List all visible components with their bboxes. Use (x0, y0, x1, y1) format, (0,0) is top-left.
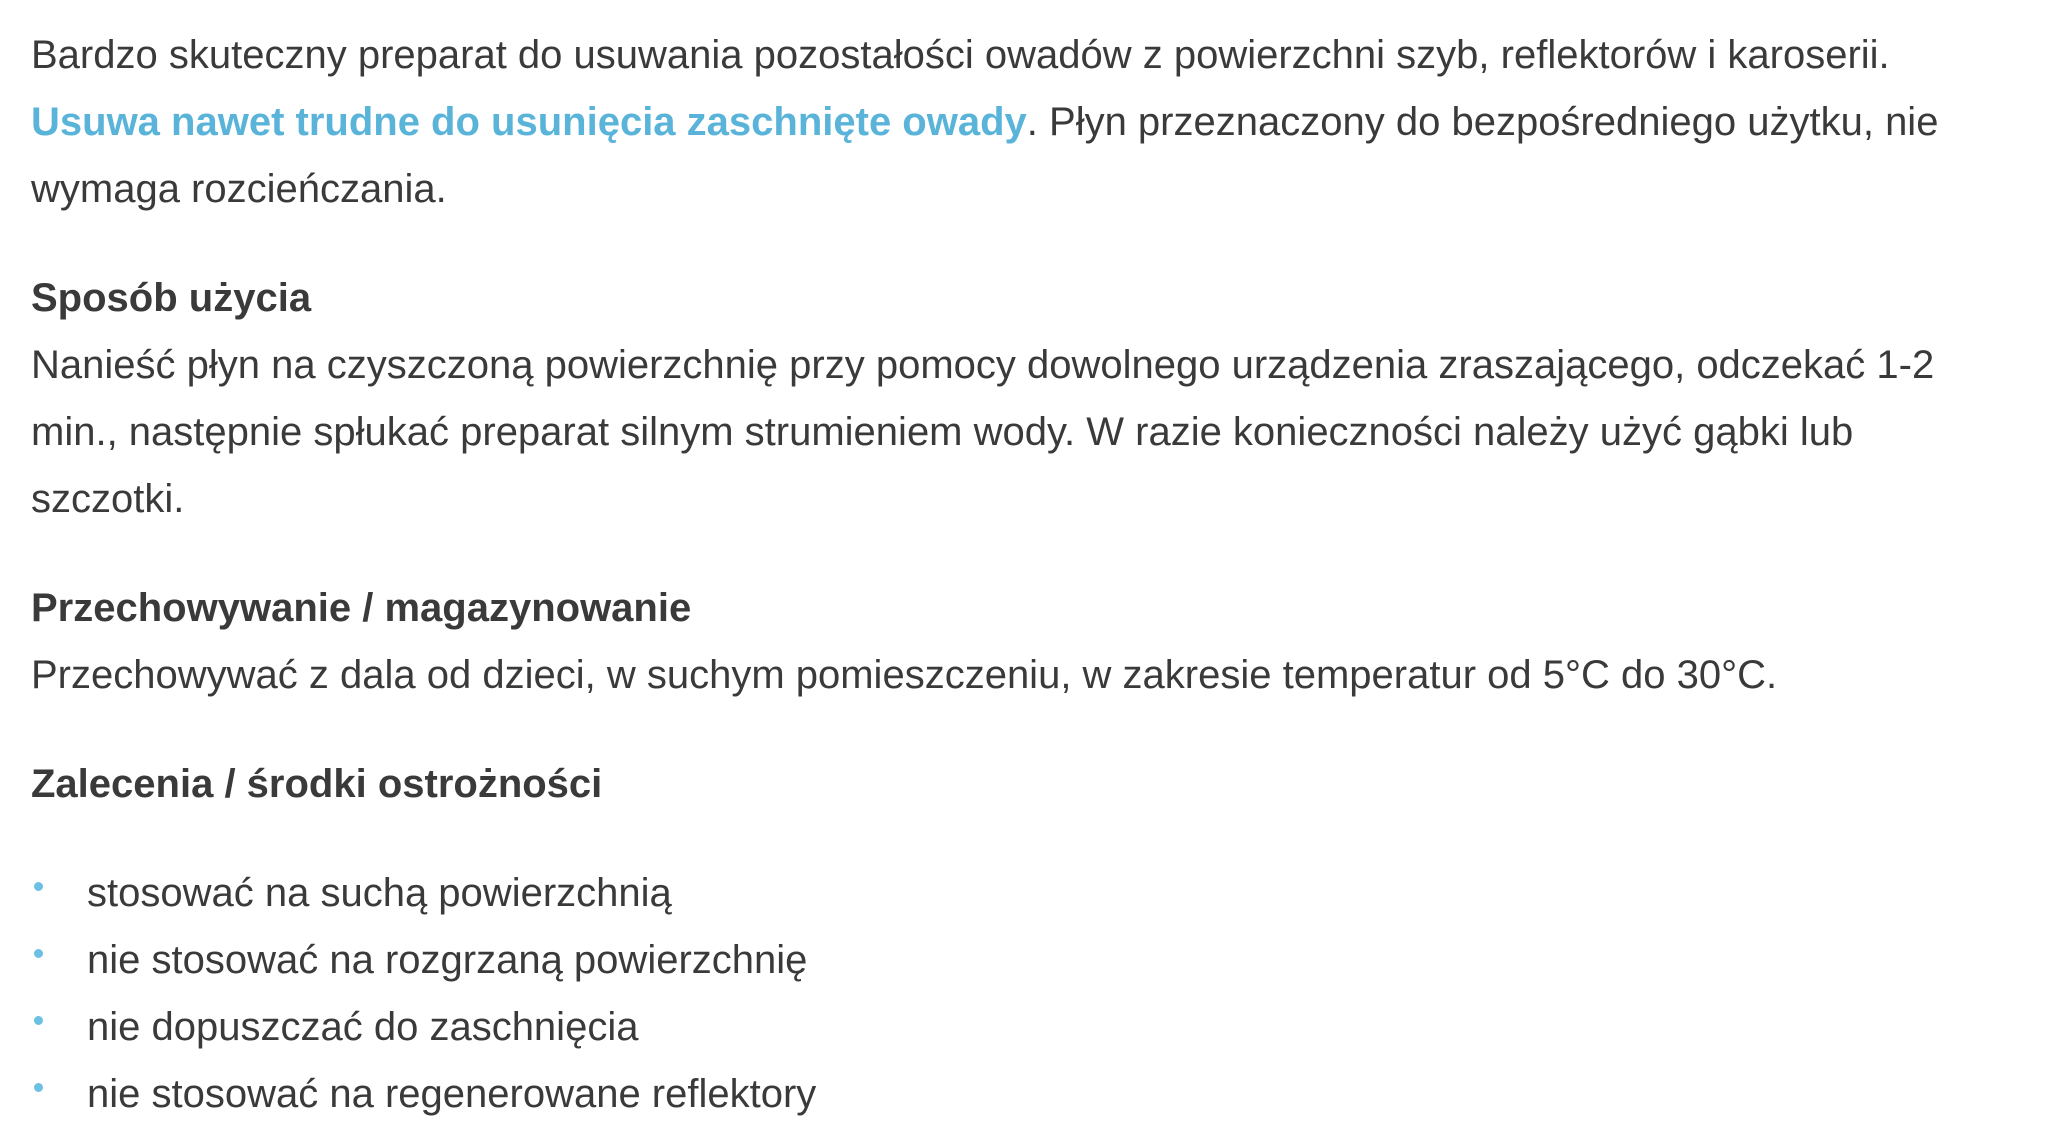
bullet-icon (34, 1016, 43, 1025)
list-item-text: stosować na suchą powierzchnią (87, 871, 672, 915)
intro-text-end: . Płyn przeznaczony do bezpośredniego użytku, nie wymaga rozcieńczania. (31, 100, 1939, 211)
usage-text: Nanieść płyn na czyszczoną powierzchnię przy pomocy dowolnego urządzenia zraszającego, odczekać 1-2 min., następnie spłukać preparat silnym strumieniem wody. W razie konieczności należy użyć gąbki lub szczotki. (31, 343, 1935, 521)
list-item (31, 927, 2000, 994)
usage-section (31, 265, 2000, 533)
list-item (31, 860, 2000, 927)
usage-heading: Sposób użycia (31, 276, 312, 320)
list-item (31, 994, 2000, 1061)
precautions-heading: Zalecenia / środki ostrożności (31, 762, 603, 806)
storage-section (31, 575, 2000, 709)
list-item-text: nie dopuszczać do zaschnięcia (87, 1005, 639, 1049)
bullet-icon (34, 949, 43, 958)
storage-text: Przechowywać z dala od dzieci, w suchym pomieszczeniu, w zakresie temperatur od 5°C do 30°C. (31, 653, 1778, 697)
list-item (31, 1061, 2000, 1128)
bullet-icon (34, 882, 43, 891)
intro-paragraph (31, 22, 2000, 223)
intro-highlight: Usuwa nawet trudne do usunięcia zaschnięte owady (31, 100, 1027, 144)
list-item-text: nie stosować na rozgrzaną powierzchnię (87, 938, 808, 982)
storage-heading: Przechowywanie / magazynowanie (31, 586, 692, 630)
bullet-icon (34, 1083, 43, 1092)
precautions-section (31, 751, 2000, 1128)
list-item-text: nie stosować na regenerowane reflektory (87, 1072, 817, 1116)
intro-text-start: Bardzo skuteczny preparat do usuwania pozostałości owadów z powierzchni szyb, reflektorów i karoserii. (31, 33, 1890, 77)
precautions-list (31, 860, 2000, 1128)
